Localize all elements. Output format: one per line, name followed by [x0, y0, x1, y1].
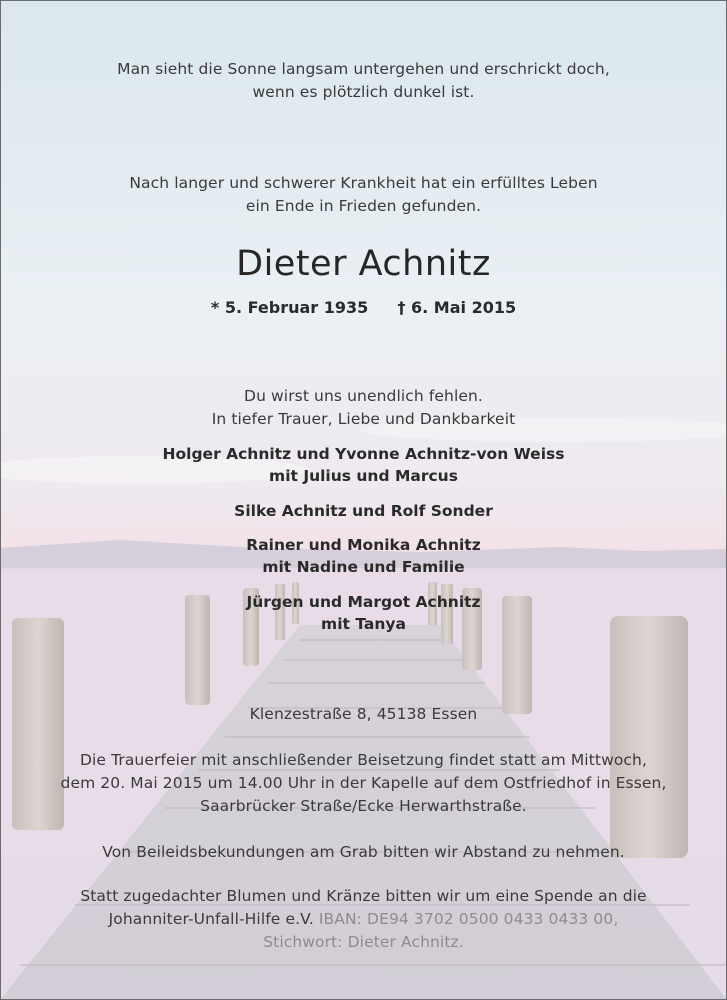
- motto-line: wenn es plötzlich dunkel ist.: [252, 83, 475, 101]
- motto: [0, 58, 727, 104]
- donation-recipient: Johanniter-Unfall-Hilfe e.V.: [108, 910, 314, 928]
- mourner-group: [0, 500, 727, 522]
- mourner-line: mit Nadine und Familie: [262, 558, 465, 576]
- mourner-group: [0, 443, 727, 487]
- mourner-group: [0, 591, 727, 635]
- intro-line: ein Ende in Frieden gefunden.: [245, 197, 482, 215]
- mourner-line: Rainer und Monika Achnitz: [246, 536, 481, 554]
- condolence-note: Von Beileidsbekundungen am Grab bitten wir Abstand zu nehmen.: [102, 843, 625, 861]
- death-date: † 6. Mai 2015: [397, 298, 517, 317]
- mourner-line: mit Julius und Marcus: [269, 467, 458, 485]
- birth-date: * 5. Februar 1935: [210, 298, 369, 317]
- funeral-line: Die Trauerfeier mit anschließender Beisetzung findet statt am Mittwoch,: [79, 751, 648, 769]
- family-address: Klenzestraße 8, 45138 Essen: [249, 705, 478, 723]
- funeral-line: dem 20. Mai 2015 um 14.00 Uhr in der Kapelle auf dem Ostfriedhof in Essen,: [60, 774, 667, 792]
- donation-request: [0, 885, 727, 954]
- farewell-line: In tiefer Trauer, Liebe und Dankbarkeit: [211, 410, 516, 428]
- funeral-line: Saarbrücker Straße/Ecke Herwarthstraße.: [200, 797, 527, 815]
- intro-line: Nach langer und schwerer Krankheit hat ein erfülltes Leben: [129, 174, 598, 192]
- mourner-line: Jürgen und Margot Achnitz: [246, 593, 481, 611]
- life-dates: [0, 297, 727, 319]
- funeral-info: [0, 749, 727, 818]
- intro-text: [0, 172, 727, 218]
- mourner-line: mit Tanya: [321, 615, 406, 633]
- farewell-line: Du wirst uns unendlich fehlen.: [244, 387, 483, 405]
- donation-keyword: Stichwort: Dieter Achnitz.: [263, 933, 464, 951]
- mourner-line: Silke Achnitz und Rolf Sonder: [234, 502, 493, 520]
- farewell-text: [0, 385, 727, 431]
- deceased-name: Dieter Achnitz: [236, 244, 491, 284]
- donation-line: [0, 908, 727, 931]
- mourner-group: [0, 534, 727, 578]
- mourner-line: Holger Achnitz und Yvonne Achnitz-von Weiss: [162, 445, 565, 463]
- donation-iban: IBAN: DE94 3702 0500 0433 0433 00,: [318, 910, 619, 928]
- motto-line: Man sieht die Sonne langsam untergehen und erschrickt doch,: [117, 60, 610, 78]
- donation-line: Statt zugedachter Blumen und Kränze bitten wir um eine Spende an die: [80, 887, 647, 905]
